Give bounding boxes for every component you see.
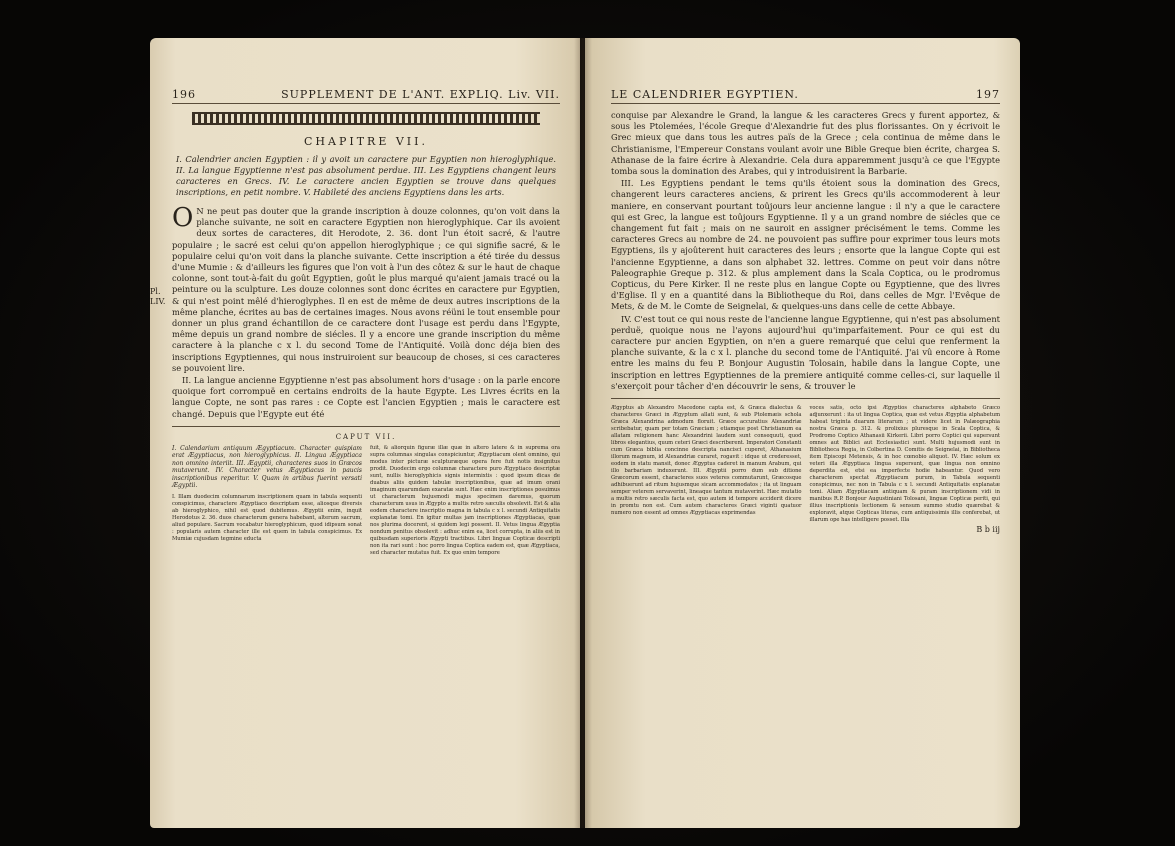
decorative-band [192,112,540,125]
signature-mark: B b iij [976,525,1000,535]
right-page-number: 197 [976,88,1000,101]
right-page-content [611,88,1000,533]
latin-text: voces satis, octo ipsi Ægyptios characteres alphabeto Græco adjunxerunt : ita ut lingua Coptica, quæ est vetus Ægyptia alphabetum habeat triginta duarum literarum ; ut videre licet in Palæographia nostra Græca p. 312. & prolixius pluresque in Scala Coptica, & Prodromo Coptico Athanasii Kirkerii. Libri porro Coptici qui supersunt omnes aut Biblici aut Ecclesiastici sunt. Multi hujusmodi sunt in Bibliotheca Regia, in Colbertina D. Comitis de Seignelai, in Bibliotheca item Episcopi Metensis, & in hoc cœnobio aliquot. IV. Hæc solum ex veteri illa Ægyptiaca lingua supersunt, quæ lingua non omnino deperdita est, etsi ea imperfecte hodie habeantur. Quod vero characterem spectat Ægyptiacum purum, in Tabula sequenti conspicimus, nec non in Tabula c x l. secundi Antiquitatis explanatæ tomi. Aliam Ægyptiacam antiquam & puram inscriptionem vidi in manibus R.P. Bonjour Augustiniani Tolosani, linguæ Copticæ periti, qui illius inscriptionis lectionem & sensum summo studio quærebat & exploravit, atque Copticas literas, cum antiquissimis illis conferebat, ut illarum ope has intelligere posset. Illa [809,405,1000,524]
latin-columns-right [611,405,1000,533]
left-running-head [172,88,560,104]
paragraph-3: IV. C'est tout ce qui nous reste de l'ancienne langue Egyptienne, qui n'est pas absolument perduë, quoique nous ne l'ayons aujourd'hui qu'imparfaitement. Pour ce qui est du caractere pur ancien Egyptien, on n'en a guere remarqué que celui que renferment la planche suivante, & la c x l. planche du second tome de l'Antiquité. J'ai vû encore à Rome entre les mains du feu P. Bonjour Augustin Tolosain, habile dans la langue Copte, une inscription en lettres Egyptiennes de la premiere antiquité comme celles-ci, sur laquelle il s'exerçoit pour tâcher d'en découvrir le sens, & trouver le [611,313,1000,391]
left-page-number: 196 [172,88,196,101]
paragraph-2: II. La langue ancienne Egyptienne n'est pas absolument hors d'usage : on la parle encore quoique fort corrompuë en certains endroits de la haute Egypte. Les Livres écrits en la langue Copte, ne sont pas rares : ce Copte est l'ancien Egyptien ; mais le caractere est changé. Depuis que l'Egypte eut été [172,375,560,419]
chapter-summary: I. Calendrier ancien Egyptien : il y avoit un caractere pur Egyptien non hieroglyphique. II. La langue Egyptienne n'est pas absolument perdue. III. Les Egyptiens changent leurs caracteres en Grecs. IV. Le caractere ancien Egyptien se trouve dans quelques inscriptions, en petit nombre. V. Habileté des anciens Egyptiens dans les arts. [176,154,556,197]
left-page [150,38,580,828]
chapter-heading: CHAPITRE VII. [304,135,428,148]
section-rule [172,426,560,427]
latin-text: Ægyptus ab Alexandro Macedone capta est, & Græca dialectus & characteres Græci in Ægyptum allati sunt, & sub Ptolemæis schola Græca Alexandrina admodum floruit. Græce accuratius Alexandriæ scribebatur, quam per totam Græciam ; etiamque post Christianum ea allatam religionem hanc Alexandrini laudem sunt consequuti, quod libros elegantius, quum ceteri Græci describerent. Imperatori Constanti cum Græca biblia concinne descripta nancisci cuperet, Athanasium illorum magnum, id Alexandriæ curaret, rogavit : idque ut crederesset, eodem in statu mansit, donec Ægyptus caderet in manum Arabum, qui illo barbariam induxerunt. III. Ægyptii porro dum sub ditione Græcorum essent, characteres suos veteres commutarunt, Græcosque adhibuerunt ad ritum hujusmque sicam accommodatos ; ita ut linguam semper veterem servaverint, lineaque tantum mutaverint. Hæc mutatio a multis retro sæculis facta est, quo autem id tempore acciderit dicere in promtu non est. Cum autem characteres Græci viginti quatuor numero non essent ad omnes Ægyptiacas exprimendas [611,405,802,517]
paragraph-1: O N ne peut pas douter que la grande inscription à douze colonnes, qu'on voit dans la planche suivante, ne soit en caractere Egyptien non hieroglyphique. Car ils avoient deux sortes de caracteres, dit Herodote, 2. 36. dont l'un étoit sacré, & l'autre populaire ; le sacré est celui qu'on appellon hieroglyphique ; ce qui signifie sacré, & le populaire celui qu'on voit dans la planche suivante. Cette inscription a été tirée du dessus d'une Mumie : & d'ailleurs les figures que l'on voit à l'un des côtez & sur le haut de chaque colonne, sont tout-à-fait du goût Egyptien, goût le plus marqué qu'aient jamais tracé ou la peinture ou la sculpture. Les douze colonnes sont donc écrites en caractere pur Egyptien, & qui n'est point mêlé d'hieroglyphes. Il en est de même de deux autres inscriptions de la même planche, écrites au bas de certaines images. Nous avons réüni le tout ensemble pour donner un plus grand échantillon de ce caractere dont l'usage est perdu dans l'Egypte, même depuis un grand nombre de siécles. Il y a encore une grande inscription du même caractere à la planche c x l. du second Tome de l'Antiquité. Voilà donc déja bien des inscriptions Egyptiennes, qui nous instruiroient sur beaucoup de choses, si ces caracteres se pouvoient lire. [172,203,560,373]
right-page [585,38,1020,828]
latin-chapter-heading: CAPUT VII. [335,432,397,441]
latin-column-1 [172,445,362,558]
paragraph-1: conquise par Alexandre le Grand, la langue & les caracteres Grecs y furent apportez, & sous les Ptolemées, l'école Greque d'Alexandrie fut des plus florissantes. On y écrivoit le Grec mieux que dans tous les autres païs de la Grece ; cela continua de même dans le Christianisme, l'Empereur Constans voulant avoir une Bible Greque bien écrite, chargea S. Athanase de la faire écrire à Alexandrie. Cela dura apparemment jusqu'à ce que l'Egypte tomba sous la domination des Arabes, qui y introduisirent la Barbarie. [611,110,1000,177]
latin-text: I. Illam duodecim columnarum inscriptionem quam in tabula sequenti conspicimus, charactere Ægyptiaco descriptam esse, aliosque diversis ab hieroglyphico, nihil est quod dubitemus. Ægyptii enim, inquit Herodotus 2. 36. duos characterum genera habebant, alterum sacrum, aliud populare. Sacrum vocabatur hieroglyphicum, quod idipsum sonat : popularis autem character ille est quem in tabula conspicimus. Ex Mumiæ cujusdam tegmine educta [172,493,362,542]
french-text-right [611,110,1000,392]
latin-summary: I. Calendarium antiquum Ægyptiacum. Character quispiam erat Ægyptiacus, non hieroglyphicus. II. Lingua Ægyptiaca non omnino interiit. III. Ægyptii, characteres suos in Græcos mutaverunt. IV. Character vetus Ægyptiacus in paucis inscriptionibus reperitur. V. Quam in artibus fuerint versati Ægyptii. [172,444,362,490]
latin-column-2 [810,405,1001,533]
right-running-head [611,88,1000,104]
right-running-title: LE CALENDRIER EGYPTIEN. [611,88,799,101]
latin-text: fuit, & aliorquin figuræ illæ quæ in altero latere & in suprema ora supra columnas singulas conspiciuntur, Ægyptiacum olent omnino, qui modus inter picturæ sculpturæque opera fere fuit notis insignitus prodit. Duodecim ergo columnæ charactere puro Ægyptiaco descriptæ sunt, nullis hieroglyphicis signis intermixtis : quod ipsum dicas de duabus aliis quidem tabulæ inscriptionibus, quæ ad imum orani imaginum quarumdam exaratæ sunt. Hæc enim inscriptiones posuimus ut characterum hujusmodi majus specimen daremus, quorum characterum usus in Ægypto a multis retro sæculis obsolevit. Est & alia eodem charactere inscriptio magna in tabula c x l. secundi Antiquitatis explanatæ tomi. En igitur multas jam inscriptiones Ægyptiacas, quæ nos plurima docerent, si quidem legi possent. II. Vetus lingua Ægyptia nondum penitus obsolevit : adhuc enim ea, licet corrupta, in aliis est in quibusdam superioris Ægypti tractibus. Libri linguæ Copticæ descripti non ita rari sunt : hoc porro lingua Coptica eadem est, quæ Ægyptiaca, sed character mutatus fuit. Ex quo enim tempore [370,444,560,556]
latin-columns-left [172,445,560,558]
latin-column-1 [611,405,802,533]
latin-column-2 [370,445,560,558]
left-running-title: SUPPLEMENT DE L'ANT. EXPLIQ. Liv. VII. [281,88,560,101]
margin-note: Pl. LIV. [150,287,166,306]
book-gutter [574,38,592,828]
section-rule [611,398,1000,399]
french-text-left [172,203,560,420]
paragraph-2: III. Les Egyptiens pendant le tems qu'ils étoient sous la domination des Grecs, changerent leurs caracteres anciens, & prirent les Grecs qu'ils accommoderent à leur maniere, en conservant pourtant toûjours leur ancienne langue : il n'y a que le caractere qui est Grec, la langue est toûjours Egyptienne. Il y a un grand nombre de siécles que ce changement fut fait ; mais on ne sauroit en assigner précisément le tems. Comme les caracteres Grecs au nombre de 24. ne pouvoient pas suffire pour exprimer tous leurs mots Egyptiens, ils y ajoûterent huit caracteres des leurs ; ensorte que la langue Copte qui est l'ancienne Egyptienne, a dans son alphabet 32. lettres. Comme on peut voir dans nôtre Paleographie Greque p. 312. & plus amplement dans la Scala Coptica, ou le prodromus Copticus, du Pere Kirker. Il ne reste plus en langue Copte ou Egyptienne, que des livres d'Eglise. Il y en a quantité dans la Bibliotheque du Roi, dans celles de Mgr. l'Evêque de Mets, & de M. le Comte de Seignelai, & quelques-uns dans celle de cette Abbaye. [611,178,1000,312]
left-page-content [150,88,560,558]
drop-cap: O [172,203,194,233]
